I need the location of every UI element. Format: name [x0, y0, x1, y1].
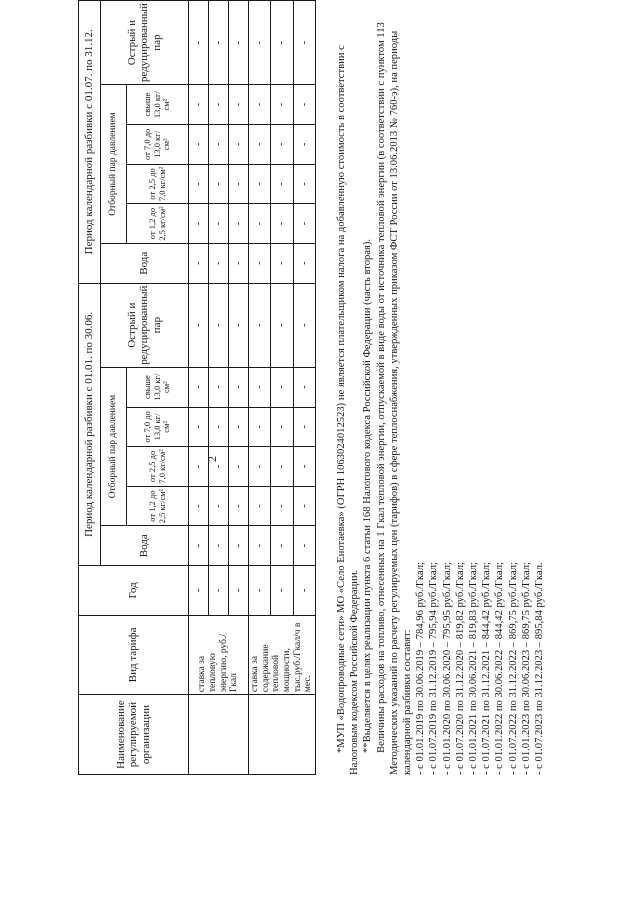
value-cell: -: [293, 85, 315, 125]
year-cell: -: [293, 566, 315, 615]
year-cell: -: [189, 566, 209, 615]
value-cell: -: [293, 1, 315, 85]
value-cell: -: [189, 85, 209, 125]
value-cell: -: [209, 1, 229, 85]
value-cell: -: [293, 407, 315, 447]
fuel-cost-period-list: [414, 15, 546, 775]
value-cell: -: [229, 164, 249, 204]
fuel-cost-period-item: - с 01.07.2021 по 31.12.2021 – 844,42 руб./Гкал;: [481, 562, 493, 775]
value-cell: -: [249, 164, 271, 204]
value-cell: -: [229, 367, 249, 407]
value-cell: -: [229, 486, 249, 526]
tariff-table: [78, 0, 316, 775]
fuel-cost-period-item: - с 01.01.2020 по 30.06.2020 – 795,95 руб./Гкал;: [441, 562, 453, 775]
value-cell: -: [249, 367, 271, 407]
table-row: [249, 1, 271, 775]
value-cell: -: [271, 283, 293, 367]
value-cell: -: [249, 125, 271, 165]
fuel-cost-period-item: - с 01.01.2023 по 30.06.2023 – 869,75 руб./Гкал;: [520, 562, 532, 775]
value-cell: -: [271, 486, 293, 526]
header-steam-col-2-p1: от 2,5 до 7,0 кг/см²: [127, 447, 189, 487]
value-cell: -: [229, 283, 249, 367]
value-cell: -: [271, 164, 293, 204]
header-period-2: Период календарной разбивки с 01.07. по 31.12.: [79, 1, 101, 284]
value-cell: -: [293, 486, 315, 526]
header-steam-col-2-p2: от 2,5 до 7,0 кг/см²: [127, 164, 189, 204]
value-cell: -: [271, 447, 293, 487]
header-water-p2: Вода: [101, 243, 189, 283]
header-steam-col-1-p2: от 1,2 до 2,5 кг/см²: [127, 204, 189, 244]
value-cell: -: [293, 367, 315, 407]
value-cell: -: [209, 204, 229, 244]
value-cell: -: [249, 447, 271, 487]
value-cell: -: [293, 204, 315, 244]
fuel-cost-period-item: - с 01.01.2021 по 30.06.2021 – 819,83 руб./Гкал;: [468, 562, 480, 775]
value-cell: -: [229, 407, 249, 447]
tariff-type-cell: ставка за содержание тепловой мощности, тыс.руб./Гкал/ч в мес.: [249, 615, 316, 695]
value-cell: -: [249, 407, 271, 447]
value-cell: -: [209, 283, 229, 367]
value-cell: -: [189, 486, 209, 526]
value-cell: -: [249, 526, 271, 566]
value-cell: -: [229, 526, 249, 566]
table-row: [189, 1, 209, 775]
value-cell: -: [249, 85, 271, 125]
table-body: [189, 1, 316, 775]
value-cell: -: [189, 283, 209, 367]
value-cell: -: [293, 447, 315, 487]
year-cell: -: [209, 566, 229, 615]
header-sharp-steam-p1: Острый и редуцированный пар: [101, 283, 189, 367]
value-cell: -: [189, 164, 209, 204]
header-steam-col-4-p1: свыше 13,0 кг/см²: [127, 367, 189, 407]
value-cell: -: [271, 243, 293, 283]
header-steam-col-1-p1: от 1,2 до 2,5 кг/см²: [127, 486, 189, 526]
tariff-type-cell: ставка за тепловую энергию, руб./Гкал: [189, 615, 249, 695]
fuel-cost-period-item: - с 01.07.2019 по 31.12.2019 – 795,94 руб./Гкал;: [428, 562, 440, 775]
value-cell: -: [189, 407, 209, 447]
header-steam-col-3-p2: от 7,0 до 13,0 кг/см²: [127, 125, 189, 165]
fuel-cost-period-item: - с 01.01.2022 по 30.06.2022 – 844,42 руб./Гкал;: [494, 562, 506, 775]
org-name-cell: [189, 695, 249, 775]
fuel-cost-period-item: - с 01.01.2019 по 30.06.2019 – 784,96 руб./Гкал;: [415, 562, 427, 775]
value-cell: -: [229, 204, 249, 244]
value-cell: -: [271, 367, 293, 407]
value-cell: -: [229, 447, 249, 487]
value-cell: -: [249, 1, 271, 85]
value-cell: -: [209, 85, 229, 125]
value-cell: -: [293, 164, 315, 204]
header-steam-col-3-p1: от 7,0 до 13,0 кг/см²: [127, 407, 189, 447]
year-cell: -: [271, 566, 293, 615]
year-cell: -: [229, 566, 249, 615]
value-cell: -: [189, 1, 209, 85]
value-cell: -: [209, 486, 229, 526]
value-cell: -: [229, 243, 249, 283]
value-cell: -: [249, 486, 271, 526]
value-cell: -: [271, 407, 293, 447]
header-sharp-steam-p2: Острый и редуцированный пар: [101, 1, 189, 85]
footnote-vat: *МУП «Водопроводные сети» МО «Село Енотаевка» (ОГРН 1063024012523) не является плательщиком налога на добавленную стоимость в соответствии с Налоговым кодексом Российской Федерации.: [336, 45, 361, 775]
value-cell: -: [229, 125, 249, 165]
value-cell: -: [209, 526, 229, 566]
value-cell: -: [293, 125, 315, 165]
value-cell: -: [249, 243, 271, 283]
value-cell: -: [189, 204, 209, 244]
value-cell: -: [293, 243, 315, 283]
value-cell: -: [209, 367, 229, 407]
value-cell: -: [189, 447, 209, 487]
value-cell: -: [249, 283, 271, 367]
value-cell: -: [271, 204, 293, 244]
value-cell: -: [209, 243, 229, 283]
value-cell: -: [209, 447, 229, 487]
value-cell: -: [209, 164, 229, 204]
footnotes: [335, 15, 546, 775]
value-cell: -: [293, 526, 315, 566]
value-cell: -: [249, 204, 271, 244]
header-steam-col-4-p2: свыше 13,0 кг/см²: [127, 85, 189, 125]
fuel-cost-period-item: - с 01.07.2020 по 31.12.2020 – 819,82 руб./Гкал;: [454, 562, 466, 775]
header-year: Год: [79, 566, 189, 615]
header-org-name: Наименование регулируемой организации: [79, 695, 189, 775]
value-cell: -: [209, 407, 229, 447]
value-cell: -: [293, 283, 315, 367]
value-cell: -: [271, 1, 293, 85]
header-steam-group-p2: Отборный пар давлением: [101, 85, 127, 244]
value-cell: -: [229, 1, 249, 85]
fuel-cost-intro: Величины расходов на топливо, отнесенных на 1 Гкал тепловой энергии, отпускаемой в виде воды от источника тепловой энергии (в соответствии с пунктом 113 Методических указаний по расчету регулируемых цен (тарифов) в сфере теплоснабжения, утвержденных приказом ФСТ России от 13.06.2013 № 760-э), на периоды календарной разбивки составят:: [375, 22, 414, 775]
header-period-1: Период календарной разбивки с 01.01. по 30.06.: [79, 283, 101, 566]
header-tariff-type: Вид тарифа: [79, 615, 189, 695]
value-cell: -: [271, 526, 293, 566]
header-water-p1: Вода: [101, 526, 189, 566]
year-cell: -: [249, 566, 271, 615]
value-cell: -: [271, 85, 293, 125]
value-cell: -: [229, 85, 249, 125]
value-cell: -: [189, 526, 209, 566]
fuel-cost-period-item: - с 01.07.2022 по 31.12.2022 – 869,75 руб./Гкал;: [507, 562, 519, 775]
value-cell: -: [271, 125, 293, 165]
header-steam-group-p1: Отборный пар давлением: [101, 367, 127, 526]
value-cell: -: [189, 243, 209, 283]
page-number: 2: [205, 456, 219, 462]
org-name-cell: [249, 695, 316, 775]
value-cell: -: [209, 125, 229, 165]
value-cell: -: [189, 125, 209, 165]
value-cell: -: [189, 367, 209, 407]
fuel-cost-period-item: - с 01.07.2023 по 31.12.2023 – 895,84 руб./Гкал.: [534, 562, 546, 775]
footnote-tax-article: **Выделяется в целях реализации пункта 6 статьи 168 Налогового кодекса Российской Федерации (часть вторая).: [362, 238, 374, 753]
